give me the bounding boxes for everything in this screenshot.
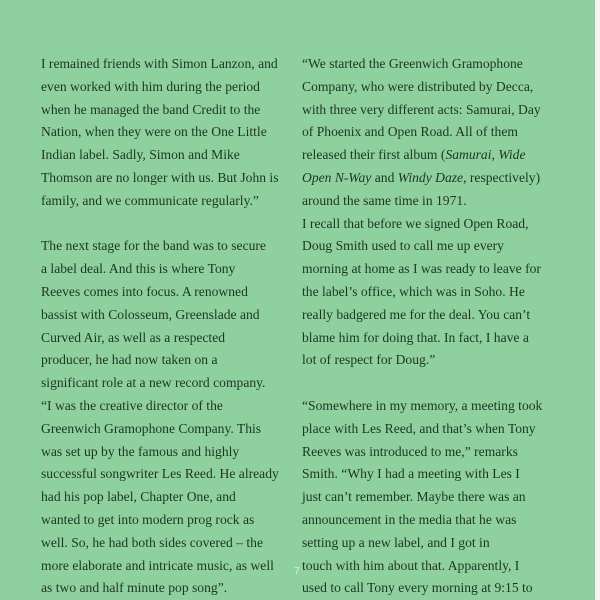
text-line: a label deal. And this is where Tony xyxy=(41,261,236,277)
text-line: just can’t remember. Maybe there was an xyxy=(302,489,526,505)
text-line: bassist with Colosseum, Greenslade and xyxy=(41,306,260,322)
text-line: when he managed the band Credit to the xyxy=(41,101,261,117)
text-line: the label’s office, which was in Soho. He xyxy=(302,283,525,299)
text-line: really badgered me for the deal. You can’t xyxy=(302,306,531,322)
left-column xyxy=(41,53,279,600)
text-line: “Somewhere in my memory, a meeting took xyxy=(302,397,543,413)
text-line: The next stage for the band was to secure xyxy=(41,238,266,254)
text-line: lot of respect for Doug.” xyxy=(302,352,436,368)
text-line: Indian label. Sadly, Simon and Mike xyxy=(41,147,240,163)
text-line: as two and half minute pop song”. xyxy=(41,580,228,596)
text-line: “I was the creative director of the xyxy=(41,397,223,413)
text-line: Reeves was introduced to me,” remarks xyxy=(302,443,518,459)
page-number: 7 xyxy=(294,566,300,577)
text-line: I remained friends with Simon Lanzon, and xyxy=(41,56,278,71)
album-title-windy-daze: Windy Daze xyxy=(397,169,464,185)
text-fragment: , respectively) xyxy=(463,169,541,185)
text-line: morning at home as I was ready to leave for xyxy=(302,261,541,277)
text-line: Greenwich Gramophone Company. This xyxy=(41,420,262,436)
text-line: blame him for doing that. In fact, I have a xyxy=(302,329,529,345)
text-line: around the same time in 1971. xyxy=(302,192,467,208)
text-line-albums-cont xyxy=(302,167,542,190)
text-line: touch with him about that. Apparently, I xyxy=(302,557,520,573)
paragraph-gap xyxy=(41,213,279,236)
text-line-albums xyxy=(302,144,542,167)
album-title-wide-open-nway-part1: Wide xyxy=(498,147,526,163)
text-line: “We started the Greenwich Gramophone xyxy=(302,56,523,71)
text-fragment: and xyxy=(371,169,398,185)
text-fragment: , xyxy=(491,147,499,163)
page-edge xyxy=(594,0,600,600)
paragraph-gap xyxy=(302,372,542,395)
text-line: Company, who were distributed by Decca, xyxy=(302,78,534,94)
text-line: Thomson are no longer with us. But John is xyxy=(41,169,279,185)
text-line: was set up by the famous and highly xyxy=(41,443,240,459)
text-line: I recall that before we signed Open Road, xyxy=(302,215,529,231)
text-line: well. So, he had both sides covered – the xyxy=(41,534,263,550)
text-line: Smith. “Why I had a meeting with Les I xyxy=(302,466,520,482)
text-line: with three very different acts: Samurai, Day xyxy=(302,101,541,117)
text-line: of Phoenix and Open Road. All of them xyxy=(302,124,518,140)
right-column xyxy=(302,53,542,600)
text-line: even worked with him during the period xyxy=(41,78,260,94)
text-line: Reeves comes into focus. A renowned xyxy=(41,283,248,299)
text-line: wanted to get into modern prog rock as xyxy=(41,511,255,527)
text-line: setting up a new label, and I got in xyxy=(302,534,490,550)
text-line: Nation, when they were on the One Little xyxy=(41,124,267,140)
album-title-wide-open-nway-part2: Open N-Way xyxy=(302,169,372,185)
text-line: more elaborate and intricate music, as well xyxy=(41,557,274,573)
text-line: had his pop label, Chapter One, and xyxy=(41,489,236,505)
text-line: successful songwriter Les Reed. He already xyxy=(41,466,279,482)
text-line: place with Les Reed, and that’s when Tony xyxy=(302,420,536,436)
text-line: significant role at a new record company. xyxy=(41,375,266,391)
text-fragment: released their first album ( xyxy=(302,147,446,163)
album-title-samurai: Samurai xyxy=(445,147,492,163)
text-line: family, and we communicate regularly.” xyxy=(41,192,259,208)
text-line: announcement in the media that he was xyxy=(302,511,517,527)
text-line: producer, he had now taken on a xyxy=(41,352,218,368)
text-line: Curved Air, as well as a respected xyxy=(41,329,226,345)
text-line: used to call Tony every morning at 9:15 to xyxy=(302,580,533,596)
text-line: Doug Smith used to call me up every xyxy=(302,238,504,254)
